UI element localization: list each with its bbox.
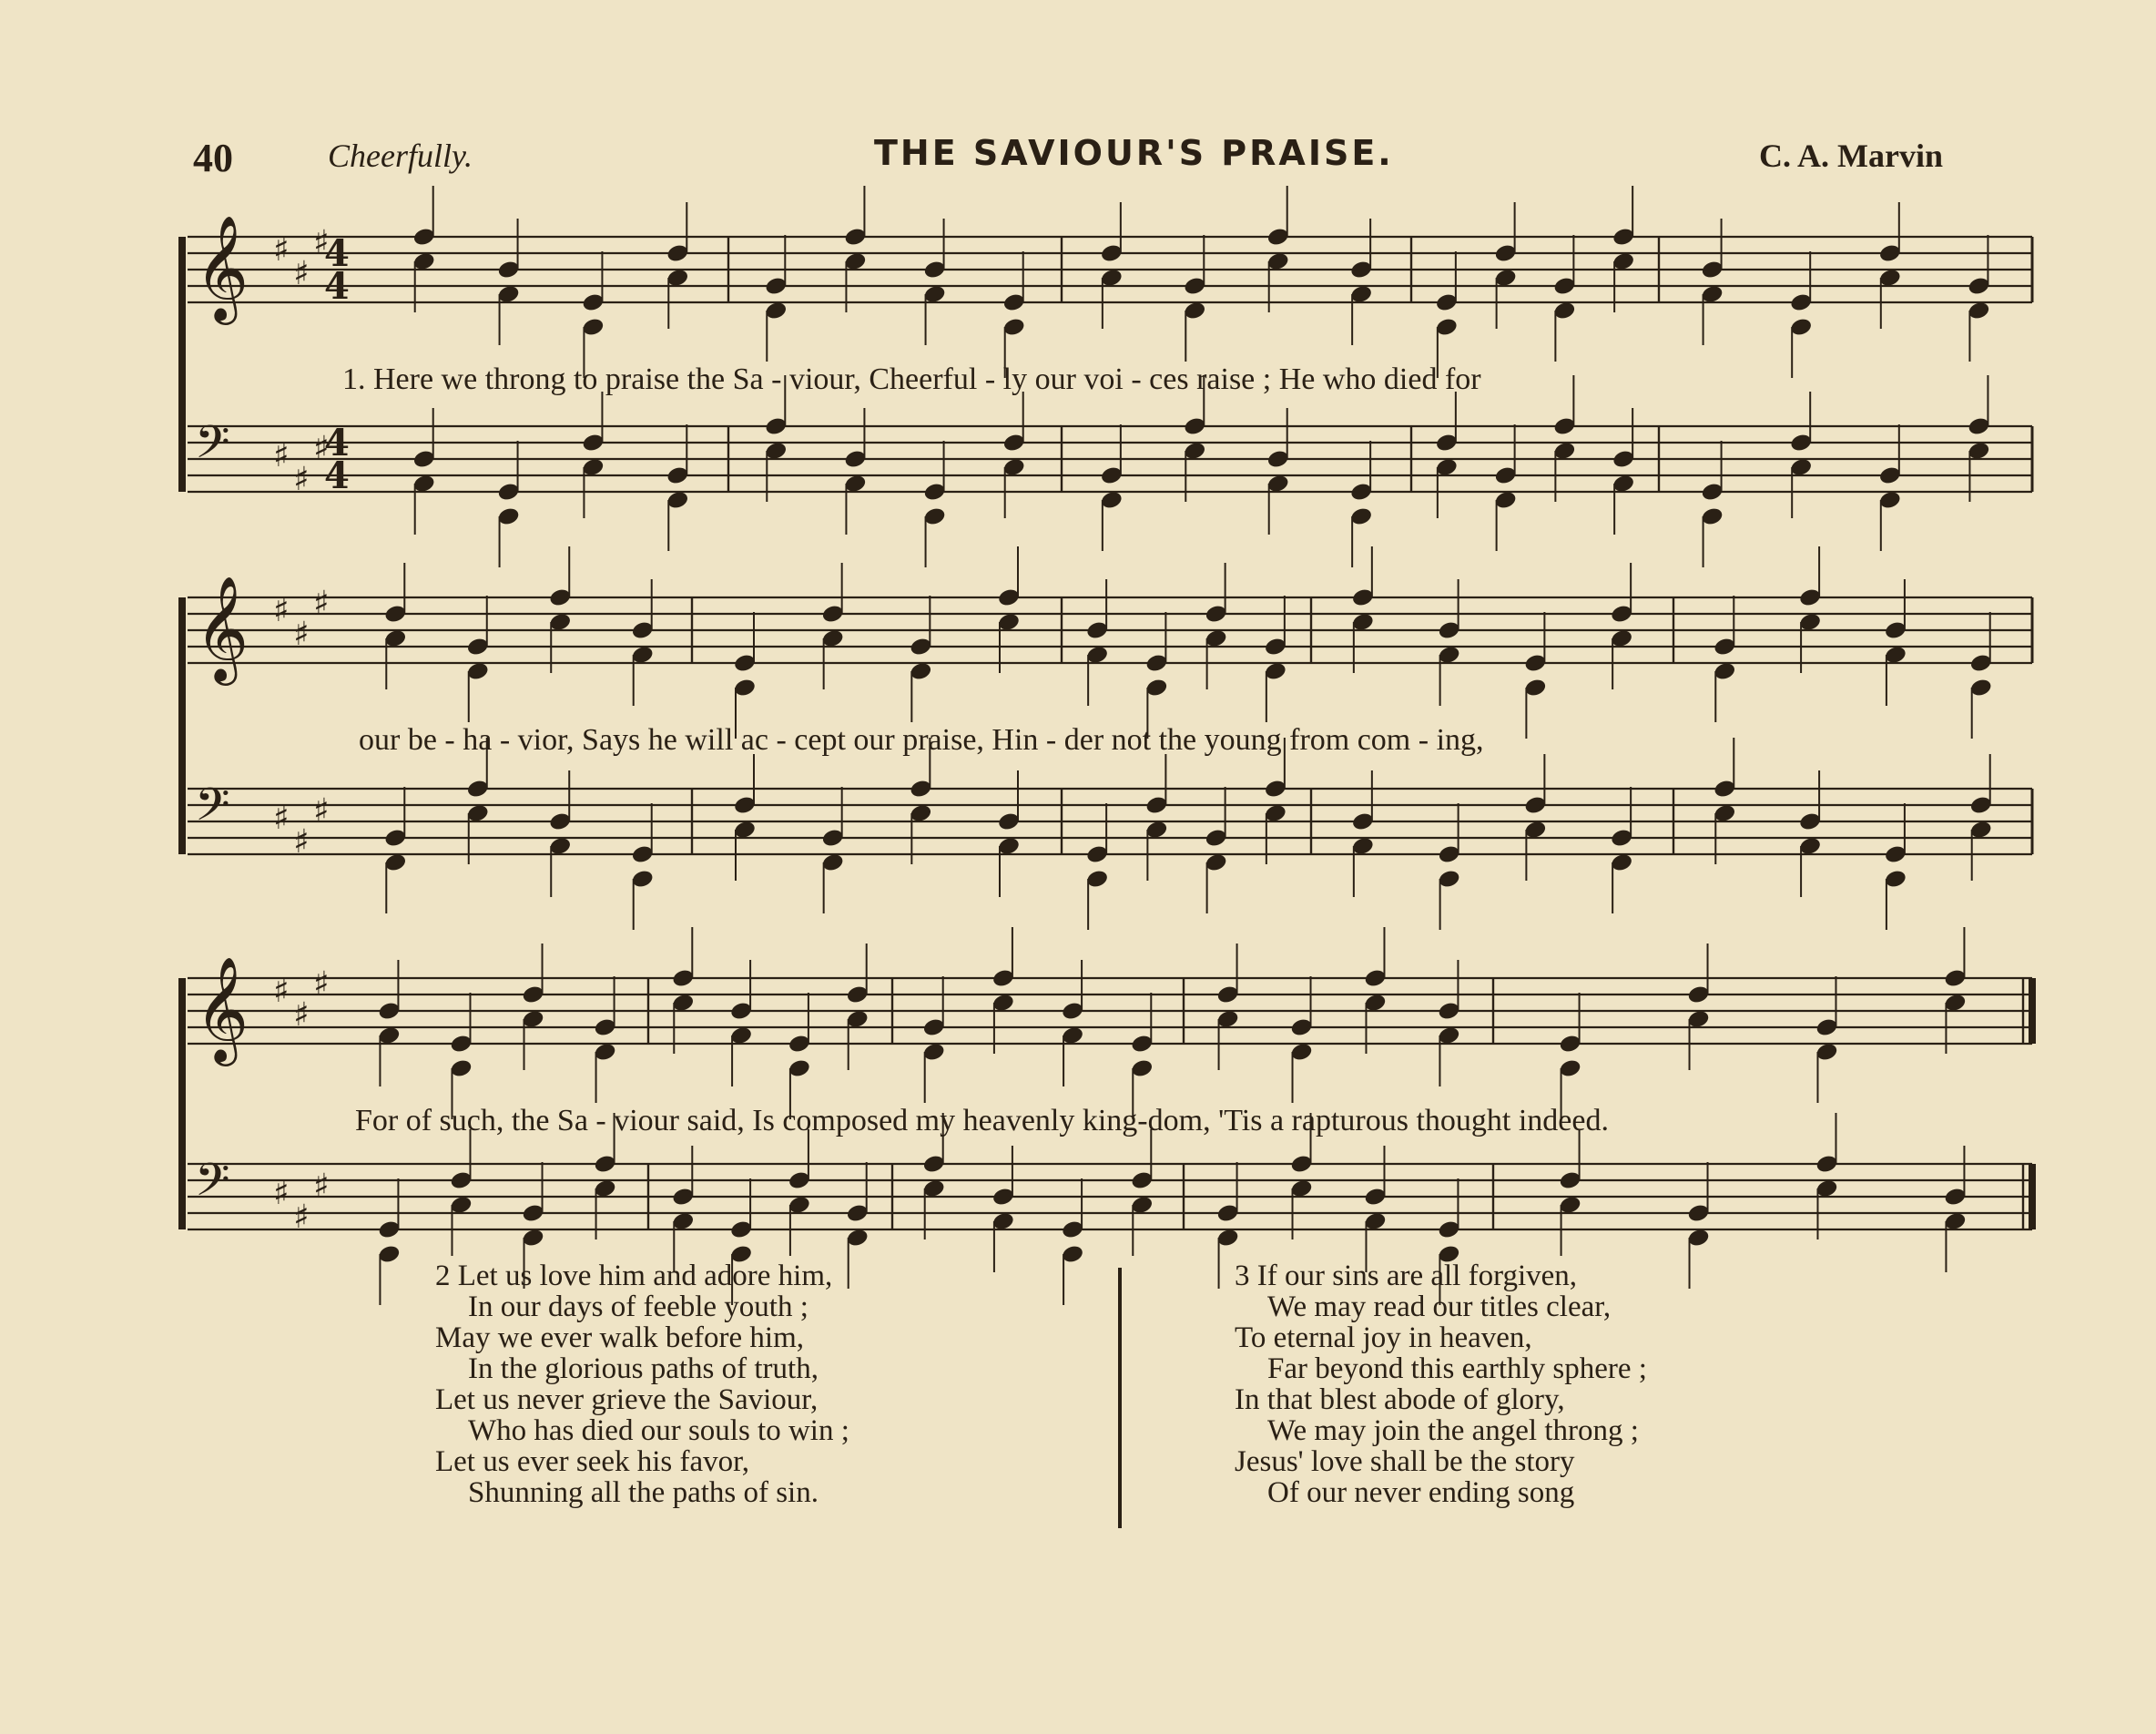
composer-name: C. A. Marvin <box>1759 138 1943 174</box>
sharp-icon: ♯ <box>293 996 310 1034</box>
sharp-icon: ♯ <box>273 231 290 269</box>
verse-2 <box>435 1260 849 1508</box>
verse-divider <box>1118 1268 1122 1528</box>
treble-clef: 𝄞 <box>195 955 249 1062</box>
page-number: 40 <box>193 136 233 180</box>
verse-line: Let us ever seek his favor, <box>435 1445 750 1478</box>
verse-line: We may join the angel throng ; <box>1267 1414 1639 1447</box>
treble-clef: 𝄞 <box>195 214 249 321</box>
verse-line: Of our never ending song <box>1267 1476 1575 1509</box>
sharp-icon: ♯ <box>273 973 290 1010</box>
time-signature-digit: 4 <box>324 454 350 497</box>
verse-line: We may read our titles clear, <box>1267 1290 1612 1323</box>
hymn-title: THE SAVIOUR'S PRAISE. <box>874 133 1394 173</box>
sharp-icon: ♯ <box>313 965 330 1003</box>
verse-line: Shunning all the paths of sin. <box>468 1476 819 1509</box>
sharp-icon: ♯ <box>313 430 330 467</box>
verse-line: In that blest abode of glory, <box>1235 1383 1565 1416</box>
verse-line: To eternal joy in heaven, <box>1235 1321 1532 1354</box>
sharp-icon: ♯ <box>273 437 290 474</box>
verse-line: Who has died our souls to win ; <box>468 1414 849 1447</box>
verse-line: 2 Let us love him and adore him, <box>435 1260 833 1292</box>
verse-line: May we ever walk before him, <box>435 1321 805 1354</box>
lyric-line-3: For of such, the Sa - viour said, Is composed my heavenly king-dom, 'Tis a rapturous thought indeed. <box>355 1104 1609 1137</box>
verse-line: Jesus' love shall be the story <box>1235 1445 1575 1478</box>
sharp-icon: ♯ <box>293 616 310 653</box>
sharp-icon: ♯ <box>273 592 290 629</box>
verse-3 <box>1235 1260 1647 1508</box>
sharp-icon: ♯ <box>293 461 310 498</box>
sharp-icon: ♯ <box>313 585 330 622</box>
sharp-icon: ♯ <box>293 1198 310 1236</box>
time-signature-digit: 4 <box>324 232 350 275</box>
verse-line: In the glorious paths of truth, <box>468 1352 819 1385</box>
verse-line: 3 If our sins are all forgiven, <box>1235 1260 1578 1292</box>
sharp-icon: ♯ <box>293 823 310 861</box>
bass-clef: 𝄢 <box>195 416 230 480</box>
time-signature-digit: 4 <box>324 422 350 464</box>
lyric-line-1: 1. Here we throng to praise the Sa - viour, Cheerful - ly our voi - ces raise ; He who died for <box>342 362 1481 396</box>
verse-line: Let us never grieve the Saviour, <box>435 1383 819 1416</box>
sharp-icon: ♯ <box>273 800 290 837</box>
time-signature-digit: 4 <box>324 265 350 308</box>
treble-clef: 𝄞 <box>195 575 249 681</box>
verse-line: In our days of feeble youth ; <box>468 1290 808 1323</box>
sharp-icon: ♯ <box>313 792 330 830</box>
lyric-line-2: our be - ha - vior, Says he will ac - cept our praise, Hin - der not the young from com - ing, <box>359 723 1484 757</box>
sharp-icon: ♯ <box>293 255 310 292</box>
bass-clef: 𝄢 <box>195 779 230 842</box>
tempo-marking: Cheerfully. <box>328 138 473 174</box>
sharp-icon: ♯ <box>273 1175 290 1212</box>
sharp-icon: ♯ <box>313 1168 330 1205</box>
sharp-icon: ♯ <box>313 224 330 261</box>
verse-line: Far beyond this earthly sphere ; <box>1267 1352 1647 1385</box>
bass-clef: 𝄢 <box>195 1154 230 1218</box>
